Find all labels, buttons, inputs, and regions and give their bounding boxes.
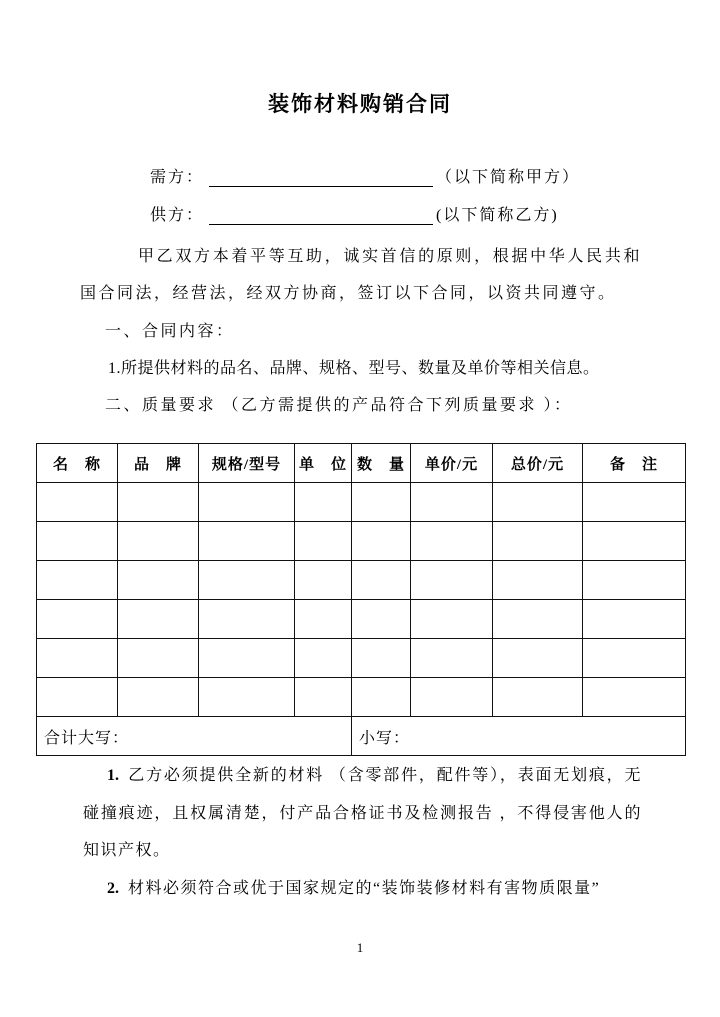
col-header-brand: 品 牌 xyxy=(118,444,199,483)
materials-empty-cell[interactable] xyxy=(295,483,352,522)
quality-item-2-number: 2. xyxy=(107,879,119,897)
materials-empty-cell[interactable] xyxy=(583,639,686,678)
materials-empty-row xyxy=(37,678,686,717)
section-2-heading: 二、质量要求 （乙方需提供的产品符合下列质量要求 ）： xyxy=(105,397,573,414)
seller-note: (以下简称乙方) xyxy=(436,207,559,224)
seller-line xyxy=(150,204,559,228)
materials-empty-cell[interactable] xyxy=(352,561,411,600)
col-header-unit-price: 单价/元 xyxy=(411,444,493,483)
page-number: 1 xyxy=(356,940,364,955)
preamble-paragraph: 甲乙双方本着平等互助，诚实首信的原则，根据中华人民共和国合同法，经营法，经双方协商，签订以下合同，以资共同遵守。 xyxy=(80,248,642,302)
materials-empty-cell[interactable] xyxy=(295,639,352,678)
materials-empty-cell[interactable] xyxy=(37,639,118,678)
materials-empty-cell[interactable] xyxy=(493,678,583,717)
materials-empty-cell[interactable] xyxy=(37,561,118,600)
col-header-remarks: 备 注 xyxy=(583,444,686,483)
materials-empty-cell[interactable] xyxy=(411,639,493,678)
materials-empty-cell[interactable] xyxy=(411,678,493,717)
buyer-name-blank[interactable] xyxy=(209,168,433,187)
materials-empty-cell[interactable] xyxy=(295,561,352,600)
total-in-words-label: 合计大写： xyxy=(44,729,130,747)
materials-empty-cell[interactable] xyxy=(411,561,493,600)
materials-empty-cell[interactable] xyxy=(118,678,199,717)
materials-empty-row xyxy=(37,483,686,522)
section-1-heading: 一、合同内容： xyxy=(105,323,235,340)
materials-total-row xyxy=(37,717,686,756)
col-header-name: 名 称 xyxy=(37,444,118,483)
materials-empty-row xyxy=(37,639,686,678)
materials-empty-cell[interactable] xyxy=(199,600,295,639)
materials-empty-cell[interactable] xyxy=(118,561,199,600)
materials-empty-cell[interactable] xyxy=(199,483,295,522)
quality-item-1-number: 1. xyxy=(107,767,119,784)
materials-table xyxy=(36,443,686,756)
total-in-words-cell[interactable] xyxy=(37,717,352,756)
materials-empty-cell[interactable] xyxy=(118,483,199,522)
materials-empty-cell[interactable] xyxy=(493,600,583,639)
materials-empty-cell[interactable] xyxy=(411,483,493,522)
materials-empty-cell[interactable] xyxy=(493,522,583,561)
materials-empty-row xyxy=(37,522,686,561)
materials-empty-cell[interactable] xyxy=(37,483,118,522)
col-header-quantity: 数 量 xyxy=(352,444,411,483)
materials-empty-cell[interactable] xyxy=(493,639,583,678)
col-header-total-price: 总价/元 xyxy=(493,444,583,483)
seller-name-blank[interactable] xyxy=(209,206,433,225)
materials-empty-cell[interactable] xyxy=(295,522,352,561)
materials-empty-cell[interactable] xyxy=(411,600,493,639)
materials-empty-cell[interactable] xyxy=(493,483,583,522)
materials-empty-cell[interactable] xyxy=(199,678,295,717)
materials-empty-cell[interactable] xyxy=(352,483,411,522)
materials-header-row xyxy=(37,444,686,483)
materials-empty-cell[interactable] xyxy=(411,522,493,561)
buyer-label: 需方： xyxy=(150,169,205,186)
materials-empty-cell[interactable] xyxy=(37,522,118,561)
materials-empty-cell[interactable] xyxy=(352,639,411,678)
materials-empty-cell[interactable] xyxy=(295,600,352,639)
materials-empty-cell[interactable] xyxy=(118,639,199,678)
quality-item-2 xyxy=(83,870,642,908)
quality-requirements-list xyxy=(83,757,642,907)
materials-empty-cell[interactable] xyxy=(493,561,583,600)
quality-item-1 xyxy=(83,757,642,870)
quality-item-1-text: 乙方必须提供全新的材料 （含零部件，配件等），表面无划痕，无碰撞痕迹，且权属清楚，付产品合格证书及检测报告 ，不得侵害他人的知识产权。 xyxy=(83,767,642,859)
materials-empty-cell[interactable] xyxy=(199,561,295,600)
document-title: 装饰材料购销合同 xyxy=(268,92,452,116)
total-in-figures-label: 小写： xyxy=(359,729,411,747)
materials-empty-cell[interactable] xyxy=(118,522,199,561)
materials-empty-cell[interactable] xyxy=(583,522,686,561)
materials-empty-cell[interactable] xyxy=(583,600,686,639)
materials-empty-cell[interactable] xyxy=(352,678,411,717)
quality-item-2-text: 材料必须符合或优于国家规定的“装饰装修材料有害物质限量” xyxy=(128,879,601,897)
total-in-figures-cell[interactable] xyxy=(352,717,686,756)
materials-empty-row xyxy=(37,561,686,600)
materials-empty-cell[interactable] xyxy=(352,522,411,561)
col-header-unit: 单 位 xyxy=(295,444,352,483)
materials-empty-cell[interactable] xyxy=(583,483,686,522)
section-1-item: 1.所提供材料的品名、品牌、规格、型号、数量及单价等相关信息。 xyxy=(108,360,600,377)
materials-empty-cell[interactable] xyxy=(295,678,352,717)
col-header-spec-model: 规格/型号 xyxy=(199,444,295,483)
buyer-note: （以下简称甲方） xyxy=(436,169,581,186)
materials-empty-cell[interactable] xyxy=(37,600,118,639)
seller-label: 供方： xyxy=(150,207,205,224)
materials-empty-cell[interactable] xyxy=(118,600,199,639)
materials-empty-cell[interactable] xyxy=(37,678,118,717)
materials-empty-row xyxy=(37,600,686,639)
materials-empty-cell[interactable] xyxy=(199,522,295,561)
materials-table-body xyxy=(37,483,686,717)
materials-empty-cell[interactable] xyxy=(352,600,411,639)
buyer-line xyxy=(150,166,580,190)
materials-empty-cell[interactable] xyxy=(199,639,295,678)
materials-empty-cell[interactable] xyxy=(583,561,686,600)
materials-empty-cell[interactable] xyxy=(583,678,686,717)
